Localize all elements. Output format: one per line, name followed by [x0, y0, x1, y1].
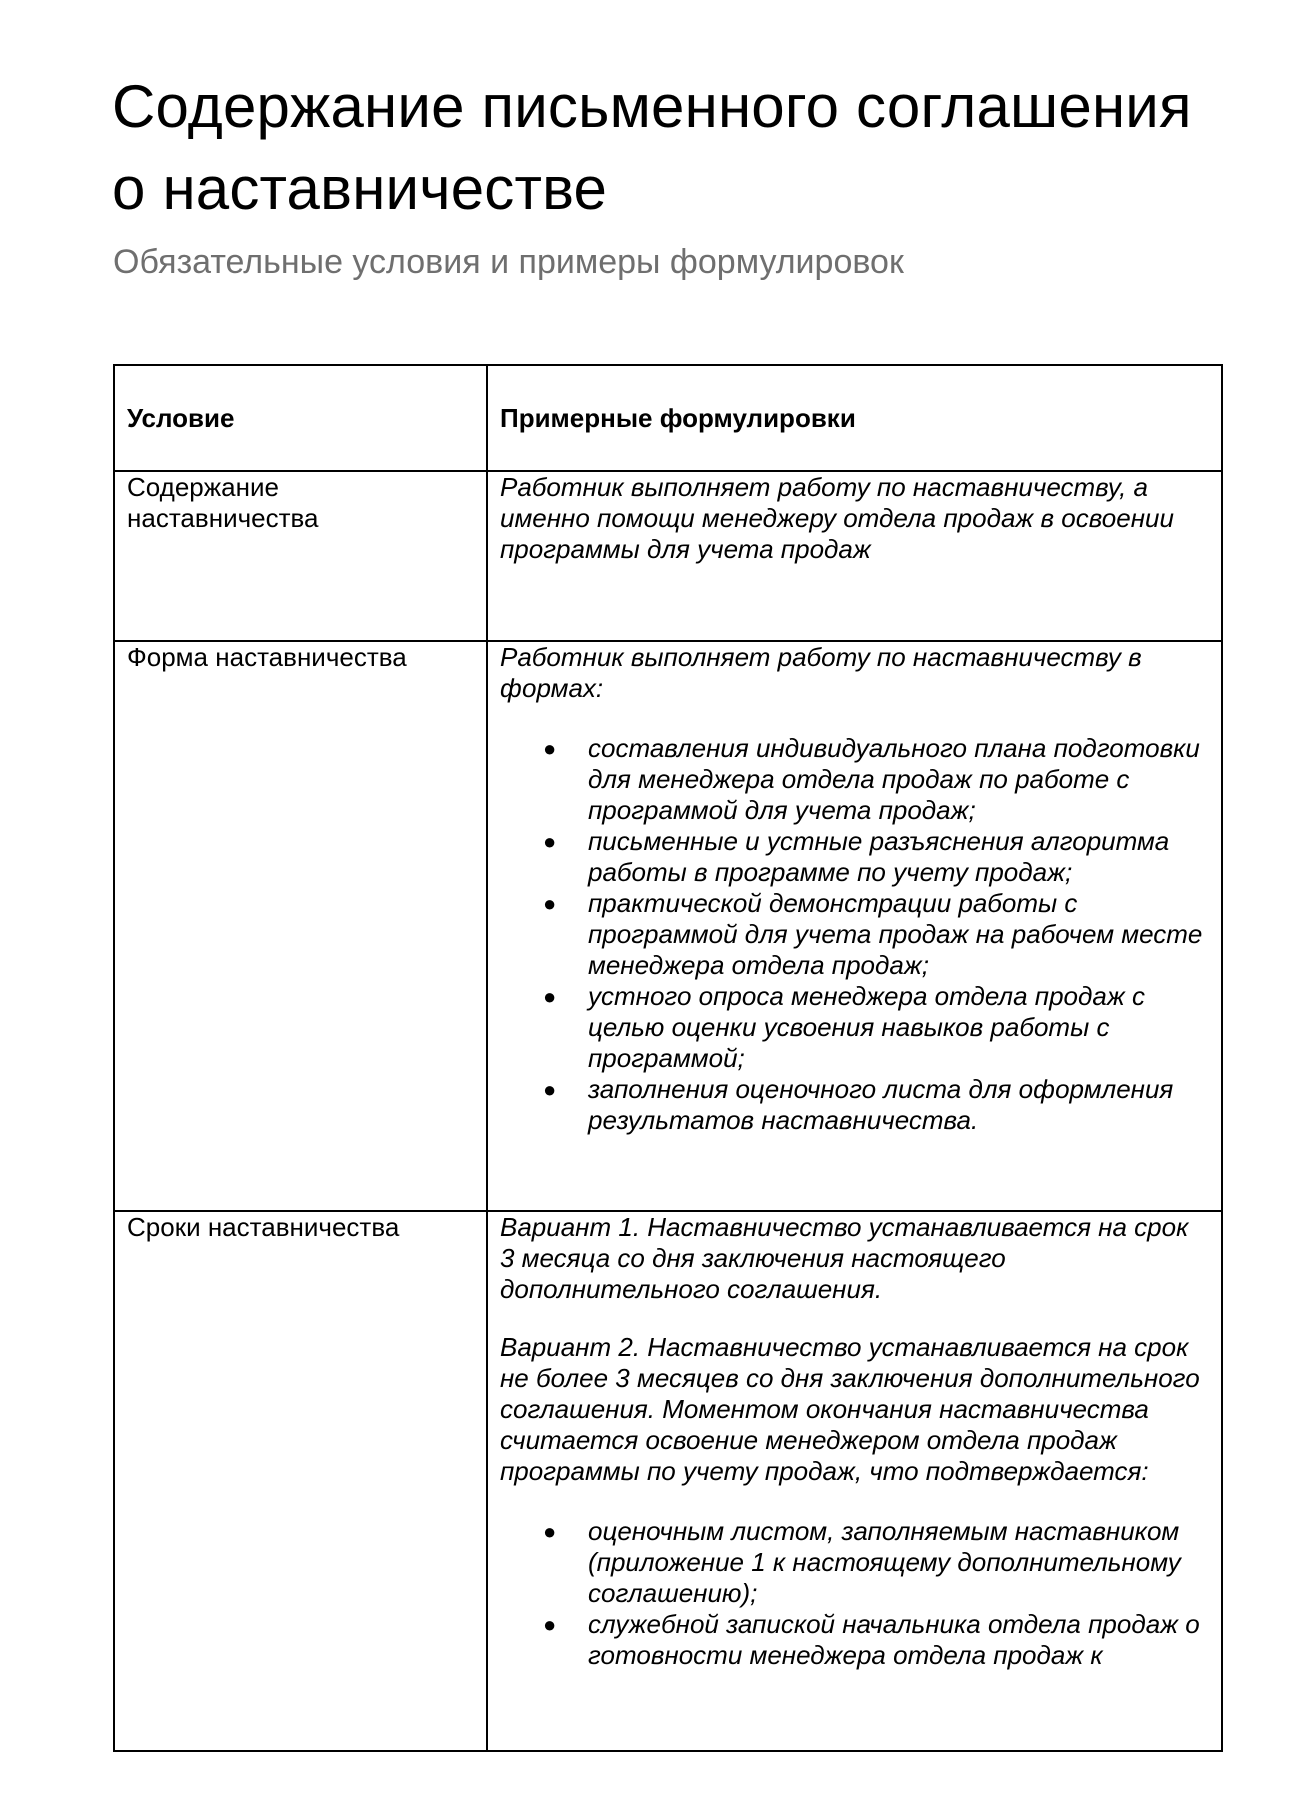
bullet-icon: ● [543, 891, 557, 916]
list-item [500, 888, 1209, 981]
list-item-text: письменные и устные разъяснения алгоритма работы в программе по учету продаж; [588, 826, 1170, 887]
wording-text: Работник выполняет работу по наставничеству, а именно помощи менеджеру отдела продаж в освоении программы для учета продаж [500, 472, 1174, 564]
table-row [114, 1211, 1222, 1751]
column-header-wording: Примерные формулировки [487, 365, 1222, 471]
table-row [114, 641, 1222, 1211]
bullet-list [500, 733, 1209, 1136]
condition-cell: Сроки наставничества [114, 1211, 487, 1751]
wording-cell [487, 1211, 1222, 1751]
list-item [500, 1609, 1209, 1671]
list-item [500, 733, 1209, 826]
wording-text: Работник выполняет работу по наставничеству в формах: [500, 642, 1142, 703]
bullet-icon: ● [543, 829, 557, 854]
list-item-text: составления индивидуального плана подготовки для менеджера отдела продаж по работе с программой для учета продаж; [588, 733, 1200, 825]
wording-cell [487, 471, 1222, 641]
list-item-text: заполнения оценочного листа для оформления результатов наставничества. [588, 1074, 1174, 1135]
bullet-icon: ● [543, 984, 557, 1009]
bullet-icon: ● [543, 1519, 557, 1544]
list-item-text: практической демонстрации работы с программой для учета продаж на рабочем месте менеджера отдела продаж; [588, 888, 1203, 980]
table-row [114, 471, 1222, 641]
bullet-icon: ● [543, 736, 557, 761]
list-item [500, 981, 1209, 1074]
document-subtitle: Обязательные условия и примеры формулировок [113, 243, 904, 281]
wording-cell [487, 641, 1222, 1211]
list-item-text: оценочным листом, заполняемым наставником (приложение 1 к настоящему дополнительному соглашению); [588, 1516, 1181, 1608]
variant-2-text: Вариант 2. Наставничество устанавливается на срок не более 3 месяцев со дня заключения дополнительного соглашения. Моментом окончания наставничества считается освоение менеджером отдела продаж программы по учету продаж, что подтверждается: [500, 1332, 1200, 1486]
condition-cell: Форма наставничества [114, 641, 487, 1211]
conditions-table [113, 364, 1223, 1752]
table-header-row [114, 365, 1222, 471]
bullet-icon: ● [543, 1612, 557, 1637]
list-item [500, 826, 1209, 888]
list-item [500, 1074, 1209, 1136]
column-header-condition: Условие [114, 365, 487, 471]
condition-cell: Содержание наставничества [114, 471, 487, 641]
bullet-list [500, 1516, 1209, 1671]
bullet-icon: ● [543, 1077, 557, 1102]
document-title: Содержание письменного соглашения о наставничестве [112, 73, 1192, 222]
list-item-text: устного опроса менеджера отдела продаж с целью оценки усвоения навыков работы с программой; [588, 981, 1145, 1073]
variant-1-text: Вариант 1. Наставничество устанавливается на срок 3 месяца со дня заключения настоящего дополнительного соглашения. [500, 1212, 1189, 1304]
list-item-text: служебной запиской начальника отдела продаж о готовности менеджера отдела продаж к [588, 1609, 1200, 1670]
list-item [500, 1516, 1209, 1609]
